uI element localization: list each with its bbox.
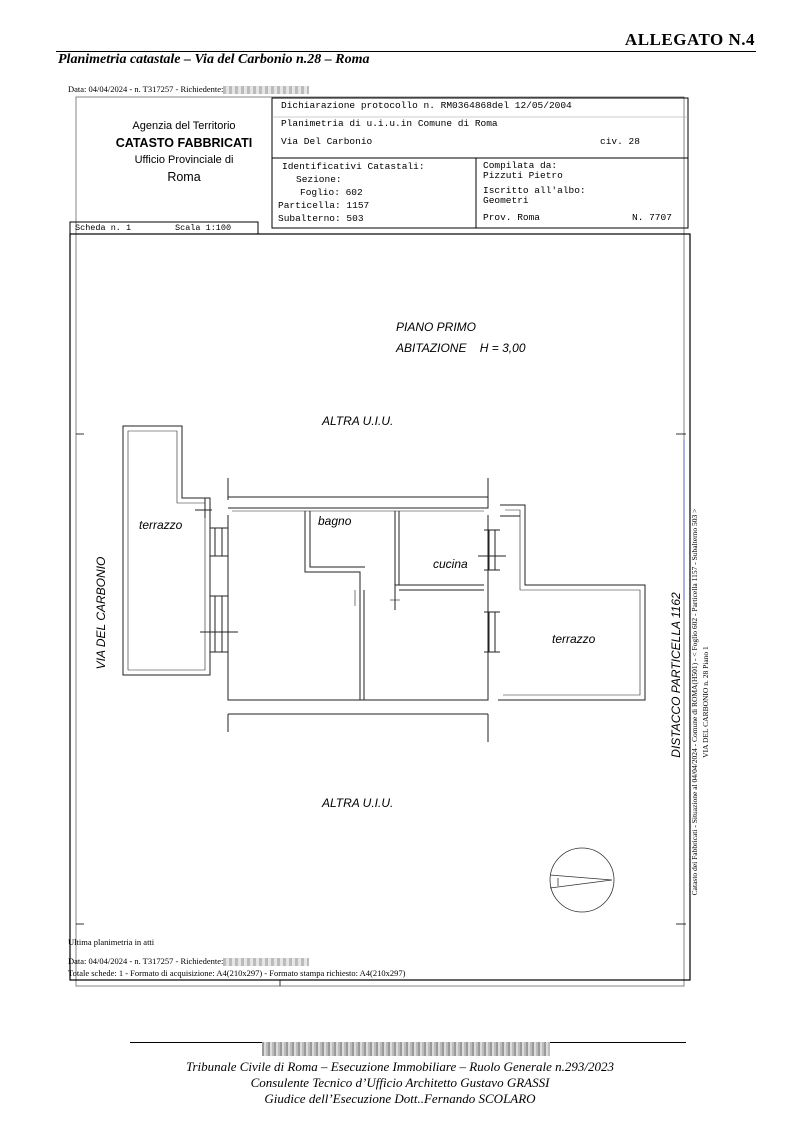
side-note-line2: VIA DEL CARBONIO n. 28 Piano 1 bbox=[701, 646, 710, 758]
request-line-top-text: Data: 04/04/2024 - n. T317257 - Richiedente: bbox=[68, 84, 224, 94]
compiler-label: Compilata da: bbox=[483, 160, 558, 171]
document-title: Planimetria catastale – Via del Carbonio n.28 – Roma bbox=[58, 52, 370, 67]
agency-name: Agenzia del Territorio bbox=[132, 120, 236, 132]
agency-office: Ufficio Provinciale di bbox=[134, 154, 234, 166]
terrazzo-left-label: terrazzo bbox=[139, 518, 183, 532]
identifier-subalterno: Subalterno: 503 bbox=[278, 213, 364, 224]
identifiers-title: Identificativi Catastali: bbox=[282, 161, 425, 172]
terrazzo-right-label: terrazzo bbox=[552, 632, 596, 646]
compiler-prov: Prov. Roma bbox=[483, 212, 541, 223]
redacted-block-bottom bbox=[223, 958, 309, 966]
identifier-foglio: Foglio: 602 bbox=[300, 187, 363, 198]
declaration-via: Via Del Carbonio bbox=[281, 136, 373, 147]
identifier-sezione: Sezione: bbox=[296, 174, 342, 185]
compiler-name: Pizzuti Pietro bbox=[483, 170, 563, 181]
side-note bbox=[689, 402, 711, 1002]
declaration-protocol: Dichiarazione protocollo n. RM0364868del 12/05/2004 bbox=[281, 100, 572, 111]
via-carbonio-label: VIA DEL CARBONIO bbox=[94, 556, 108, 670]
catasto-title: CATASTO FABBRICATI bbox=[115, 136, 253, 150]
plan-use-label: ABITAZIONE H = 3,00 bbox=[396, 341, 526, 355]
altra-uiu-bottom: ALTRA U.I.U. bbox=[322, 796, 394, 810]
footer-redaction bbox=[262, 1042, 550, 1056]
totale-schede: Totale schede: 1 - Formato di acquisizione: A4(210x297) - Formato stampa richiesto: A4(210x297) bbox=[68, 968, 406, 978]
side-note-line1: Catasto dei Fabbricati - Situazione al 04/04/2024 - Comune di ROMA(H501) - < Foglio 602 - Particella 1157 - Subalterno 503 > bbox=[690, 508, 699, 896]
request-line-bottom bbox=[68, 956, 309, 966]
declaration-planimetria: Planimetria di u.i.u.in Comune di Roma bbox=[281, 118, 498, 129]
compiler-number: N. 7707 bbox=[632, 212, 672, 223]
footer-giudice: Giudice dell’Esecuzione Dott..Fernando SCOLARO bbox=[264, 1091, 536, 1106]
plan-floor-label: PIANO PRIMO bbox=[396, 320, 477, 334]
scheda-number: Scheda n. 1 bbox=[75, 223, 132, 233]
cucina-label: cucina bbox=[433, 557, 468, 571]
north-arrow bbox=[550, 848, 614, 912]
distacco-label: DISTACCO PARTICELLA 1162 bbox=[669, 592, 683, 758]
altra-uiu-top: ALTRA U.I.U. bbox=[322, 414, 394, 428]
declaration-civ: civ. 28 bbox=[600, 136, 640, 147]
request-line-bottom-text: Data: 04/04/2024 - n. T317257 - Richiedente: bbox=[68, 956, 224, 966]
identifier-particella: Particella: 1157 bbox=[278, 200, 370, 211]
allegato-label: ALLEGATO N.4 bbox=[624, 30, 755, 49]
compiler-albo-label: Iscritto all'albo: bbox=[483, 185, 586, 196]
scheda-scale: Scala 1:100 bbox=[175, 223, 232, 233]
agency-city: Roma bbox=[167, 170, 201, 184]
ultima-planimetria: Ultima planimetria in atti bbox=[68, 937, 155, 947]
footer-consulente: Consulente Tecnico d’Ufficio Architetto Gustavo GRASSI bbox=[250, 1075, 550, 1090]
compiler-albo: Geometri bbox=[483, 195, 529, 206]
footer-tribunale: Tribunale Civile di Roma – Esecuzione Immobiliare – Ruolo Generale n.293/2023 bbox=[185, 1059, 615, 1074]
bagno-label: bagno bbox=[318, 514, 352, 528]
